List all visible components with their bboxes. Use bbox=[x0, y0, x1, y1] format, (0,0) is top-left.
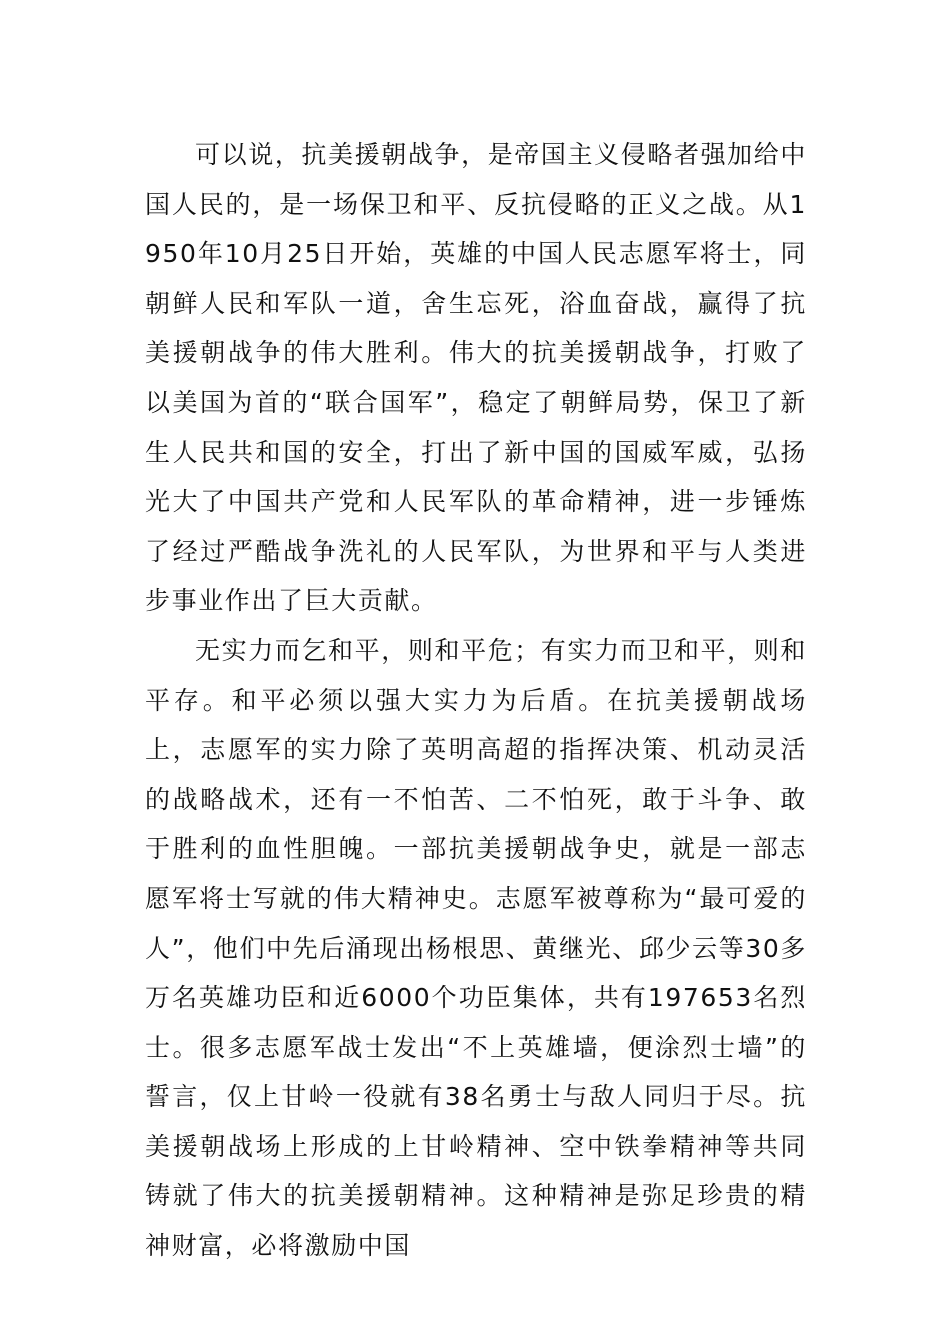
paragraph-1: 可以说，抗美援朝战争，是帝国主义侵略者强加给中国人民的，是一场保卫和平、反抗侵略的正义之战。从1950年10月25日开始，英雄的中国人民志愿军将士，同朝鲜人民和军队一道，舍生忘死，浴血奋战，赢得了抗美援朝战争的伟大胜利。伟大的抗美援朝战争，打败了以美国为首的“联合国军”，稳定了朝鲜局势，保卫了新生人民共和国的安全，打出了新中国的国威军威，弘扬光大了中国共产党和人民军队的革命精神，进一步锤炼了经过严酷战争洗礼的人民军队，为世界和平与人类进步事业作出了巨大贡献。 bbox=[145, 140, 807, 616]
paragraph-2: 无实力而乞和平，则和平危；有实力而卫和平，则和平存。和平必须以强大实力为后盾。在抗美援朝战场上，志愿军的实力除了英明高超的指挥决策、机动灵活的战略战术，还有一不怕苦、二不怕死，敢于斗争、敢于胜利的血性胆魄。一部抗美援朝战争史，就是一部志愿军将士写就的伟大精神史。志愿军被尊称为“最可爱的人”，他们中先后涌现出杨根思、黄继光、邱少云等30多万名英雄功臣和近6000个功臣集体，共有197653名烈士。很多志愿军战士发出“不上英雄墙，便涂烈士墙”的誓言，仅上甘岭一役就有38名勇士与敌人同归于尽。抗美援朝战场上形成的上甘岭精神、空中铁拳精神等共同铸就了伟大的抗美援朝精神。这种精神是弥足珍贵的精神财富，必将激励中国 bbox=[145, 635, 807, 1261]
document-body bbox=[145, 130, 807, 1271]
